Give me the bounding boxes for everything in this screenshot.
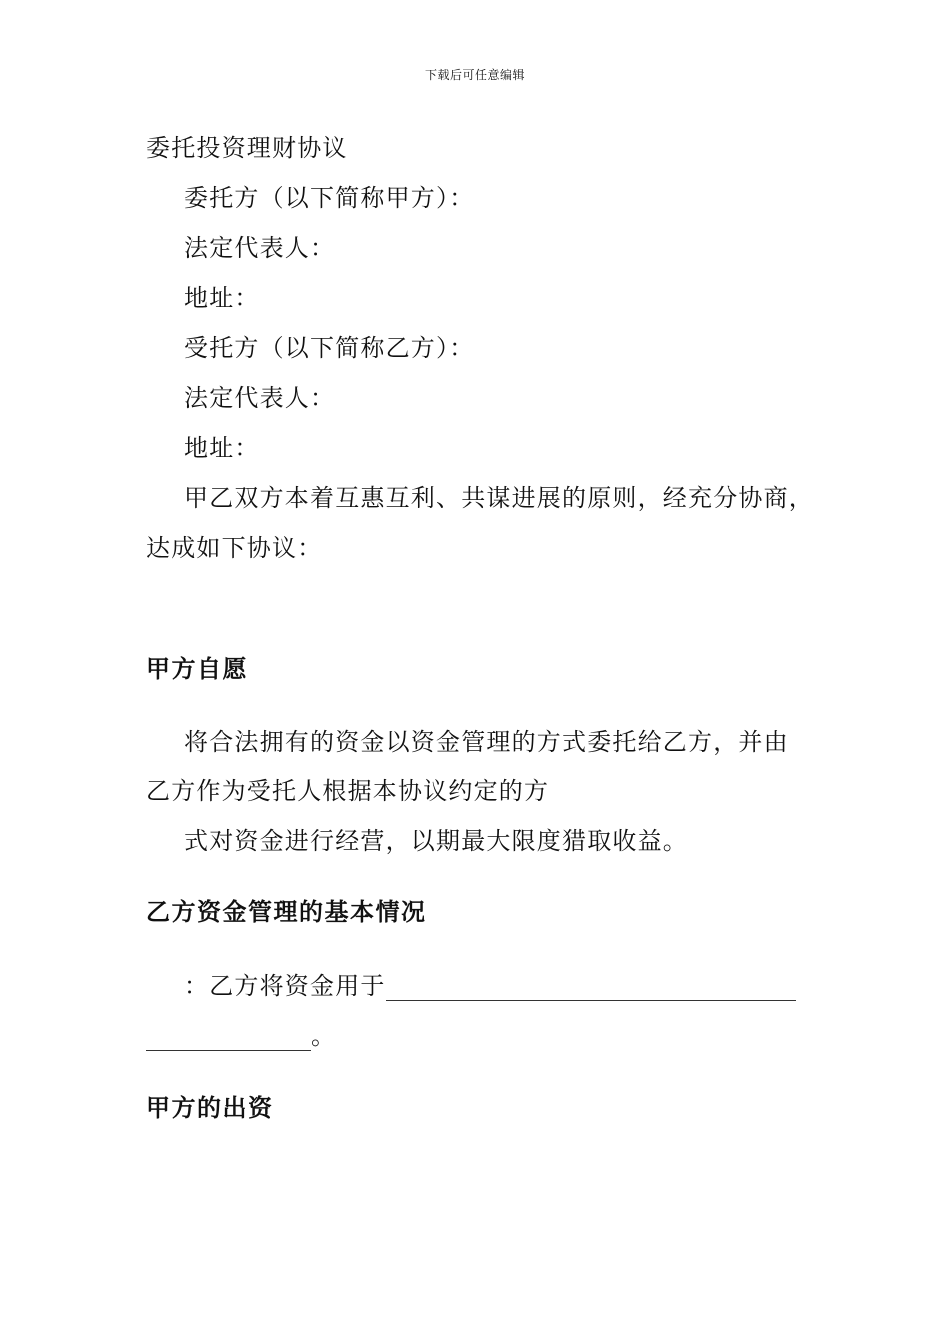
party-b-representative: 法定代表人： bbox=[184, 384, 336, 412]
section-3-heading: 甲方的出资 bbox=[146, 1093, 274, 1122]
party-a-label: 委托方（以下简称甲方）： bbox=[184, 184, 475, 212]
section-1-line-2: 乙方作为受托人根据本协议约定的方 bbox=[146, 777, 550, 805]
section-1-line-1: 将合法拥有的资金以资金管理的方式委托给乙方，并由 bbox=[184, 728, 789, 756]
party-a-address: 地址： bbox=[184, 284, 260, 312]
section-2-line-1-text: ：乙方将资金用于 bbox=[184, 972, 386, 1000]
section-1-heading: 甲方自愿 bbox=[146, 654, 248, 683]
section-2-heading: 乙方资金管理的基本情况 bbox=[146, 897, 427, 926]
section-2-line-2-text: 。 bbox=[311, 1022, 337, 1050]
section-1-line-3: 式对资金进行经营，以期最大限度猎取收益。 bbox=[184, 827, 688, 855]
preamble-line-2: 达成如下协议： bbox=[146, 534, 323, 562]
party-b-address: 地址： bbox=[184, 434, 260, 462]
fill-in-blank bbox=[386, 976, 796, 1001]
section-2-line-2 bbox=[146, 1021, 336, 1051]
fill-in-blank bbox=[146, 1026, 311, 1051]
party-a-representative: 法定代表人： bbox=[184, 234, 336, 262]
section-2-line-1 bbox=[184, 971, 796, 1001]
preamble-line-1: 甲乙双方本着互惠互利、共谋进展的原则，经充分协商， bbox=[184, 484, 814, 512]
party-b-label: 受托方（以下简称乙方）： bbox=[184, 334, 475, 362]
document-title: 委托投资理财协议 bbox=[146, 134, 348, 162]
header-note: 下载后可任意编辑 bbox=[424, 68, 525, 82]
